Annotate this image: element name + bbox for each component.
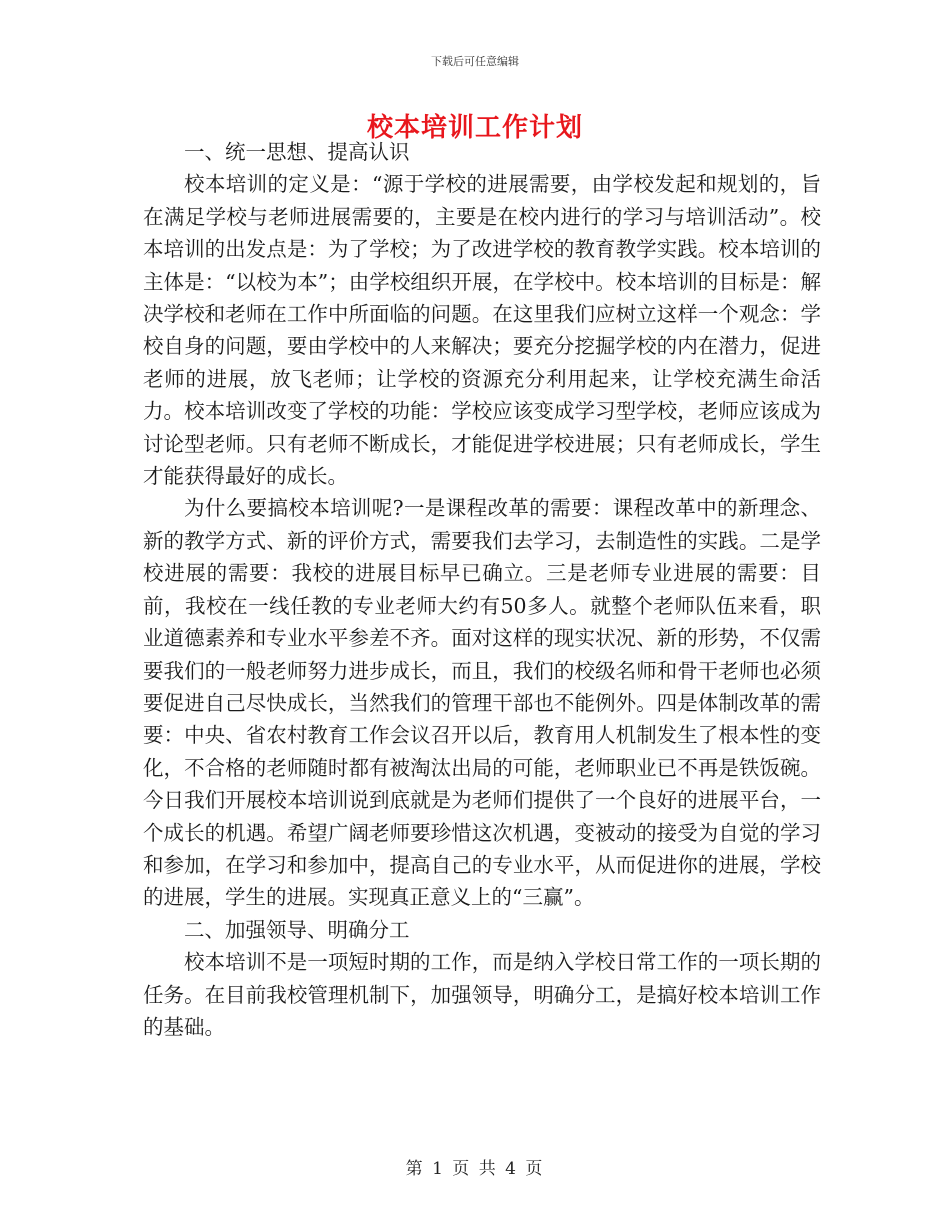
section-heading-1: 一、统一思想、提高认识	[184, 140, 410, 164]
section-heading-2: 二、加强领导、明确分工	[184, 917, 410, 942]
header-note: 下载后可任意编辑	[431, 55, 519, 68]
paragraph-2: 为什么要搞校本培训呢?一是课程改革的需要：课程改革中的新理念、新的教学方式、新的评价方式，需要我们去学习，去制造性的实践。二是学校进展的需要：我校的进展目标早已确立。三是老师专业进展的需要：目前，我校在一线任教的专业老师大约有50多人。就整个老师队伍来看，职业道德素养和专业水平参差不齐。面对这样的现实状况、新的形势，不仅需要我们的一般老师努力进步成长，而且，我们的校级名师和骨干老师也必须要促进自己尽快成长，当然我们的管理干部也不能例外。四是体制改革的需要：中央、省农村教育工作会议召开以后，教育用人机制发生了根本性的变化，不合格的老师随时都有被淘汰出局的可能，老师职业已不再是铁饭碗。今日我们开展校本培训说到底就是为老师们提供了一个良好的进展平台，一个成长的机遇。希望广阔老师要珍惜这次机遇，变被动的接受为自觉的学习和参加，在学习和参加中，提高自己的专业水平，从而促进你的进展，学校的进展，学生的进展。实现真正意义上的“三赢”。	[143, 496, 821, 910]
document-title: 校本培训工作计划	[366, 113, 583, 143]
page-number-footer: 第 1 页 共 4 页	[405, 1159, 545, 1179]
paragraph-3: 校本培训不是一项短时期的工作，而是纳入学校日常工作的一项长期的任务。在目前我校管理机制下，加强领导，明确分工，是搞好校本培训工作的基础。	[143, 950, 821, 1039]
paragraph-1: 校本培训的定义是：“源于学校的进展需要，由学校发起和规划的，旨在满足学校与老师进展需要的，主要是在校内进行的学习与培训活动”。校本培训的出发点是：为了学校；为了改进学校的教育教学实践。校本培训的主体是：“以校为本”；由学校组织开展，在学校中。校本培训的目标是：解决学校和老师在工作中所面临的问题。在这里我们应树立这样一个观念：学校自身的问题，要由学校中的人来解决；要充分挖掘学校的内在潜力，促进老师的进展，放飞老师；让学校的资源充分利用起来，让学校充满生命活力。校本培训改变了学校的功能：学校应该变成学习型学校，老师应该成为讨论型老师。只有老师不断成长，才能促进学校进展；只有老师成长，学生才能获得最好的成长。	[143, 172, 821, 489]
document-body	[143, 136, 821, 1043]
